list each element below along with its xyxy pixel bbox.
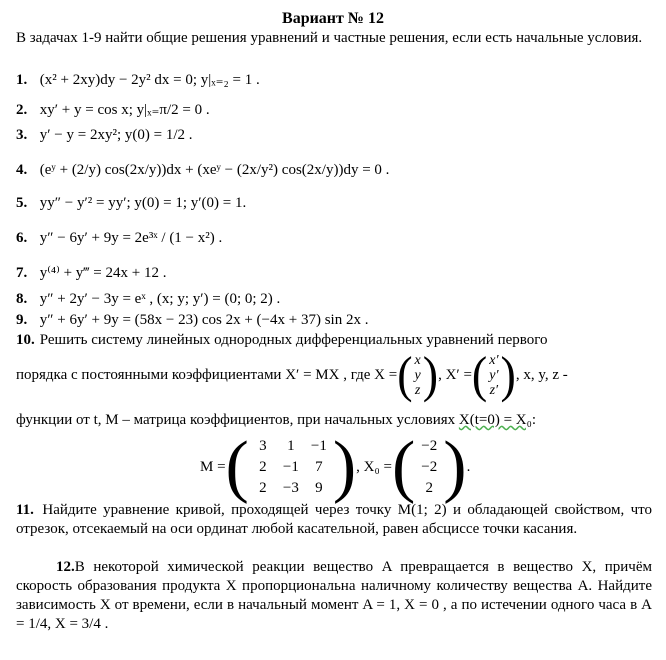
intro-text: В задачах 1-9 найти общие решения уравнений и частные решения, если есть начальные условия. — [16, 30, 643, 46]
right-paren: ) — [443, 428, 467, 505]
vector-entry: y′ — [489, 367, 499, 383]
task-number: 12. — [56, 559, 75, 575]
vector-x0-label: , X₀ = — [356, 458, 392, 475]
vector-x-entries — [413, 353, 423, 398]
matrix-row-end: . — [466, 458, 471, 475]
vector-x0-entries — [415, 436, 443, 499]
problem-1 — [16, 70, 260, 89]
problem-5 — [16, 195, 246, 212]
right-paren: ) — [500, 346, 516, 403]
problem-4 — [16, 162, 389, 179]
problem-number: 7. — [16, 265, 28, 281]
problem-equation: y″ − 6y′ + 9y = 2e³ˣ / (1 − x²) . — [39, 230, 223, 246]
matrix-entry: 3 — [259, 437, 267, 454]
problem-7 — [16, 263, 166, 282]
vector-x-prime-entries — [487, 353, 500, 398]
left-paren: ( — [225, 428, 249, 505]
matrix-entry: 7 — [315, 458, 323, 475]
vector-entry: 2 — [425, 479, 434, 496]
task-11 — [16, 501, 652, 539]
right-paren: ) — [332, 428, 357, 505]
problem-equation: y′ − y = 2xy²; y(0) = 1/2 . — [39, 127, 193, 143]
vector-x — [397, 346, 439, 403]
problem-equation: (eʸ + (2/y) cos(2x/y))dx + (xeʸ − (2x/y²) cos(2x/y))dy = 0 . — [39, 162, 390, 178]
task-10-text-b: порядка с постоянными коэффициентами X′ = MX , где X = — [16, 366, 398, 383]
vector-entry: −2 — [421, 437, 438, 454]
problem-number: 3. — [16, 127, 28, 143]
matrix-entry: 9 — [315, 479, 323, 496]
page-title: Вариант № 12 — [282, 10, 384, 27]
matrix-entry: 2 — [259, 479, 267, 496]
matrix-entry: 2 — [259, 458, 267, 475]
task-number: 11. — [16, 502, 34, 518]
task-12 — [16, 558, 652, 634]
problem-9 — [16, 312, 368, 329]
problem-equation: xy′ + y = cos x; y|ₓ₌π/2 = 0 . — [39, 102, 210, 118]
matrix-m-entries — [249, 436, 333, 499]
vector-x-prime — [471, 346, 516, 403]
vector-entry: x — [414, 352, 421, 368]
problem-equation: yy″ − y′² = yy′; y(0) = 1; y′(0) = 1. — [39, 195, 247, 211]
matrix-entry: −1 — [282, 458, 299, 475]
task-10-line-3 — [16, 412, 536, 429]
matrix-m-label: M = — [200, 458, 226, 475]
task-10-text: Решить систему линейных однородных дифференциальных уравнений первого — [39, 332, 548, 348]
problem-number: 5. — [16, 195, 28, 211]
problem-equation: y″ + 2y′ − 3y = eˣ , (x; y; y′) = (0; 0; 2) . — [39, 291, 281, 307]
problem-equation: y⁽⁴⁾ + y‴ = 24x + 12 . — [39, 265, 167, 281]
left-paren: ( — [471, 346, 488, 403]
problem-number: 8. — [16, 291, 28, 307]
problem-number: 4. — [16, 162, 28, 178]
matrix-entry: −3 — [282, 479, 299, 496]
problem-number: 1. — [16, 72, 28, 88]
matrix-row — [200, 428, 471, 505]
left-paren: ( — [397, 346, 413, 403]
problem-equation: y″ + 6y′ + 9y = (58x − 23) cos 2x + (−4x + 37) sin 2x . — [39, 312, 369, 328]
problem-6 — [16, 230, 222, 247]
matrix-entry: 1 — [287, 437, 295, 454]
problem-3 — [16, 127, 192, 144]
vector-entry: y — [414, 367, 421, 383]
problem-number: 9. — [16, 312, 28, 328]
task-10-line-2 — [16, 346, 568, 403]
task-10-text-c: , X′ = — [438, 366, 472, 383]
vector-entry: −2 — [421, 458, 438, 475]
task-10-text-e: функции от t, M – матрица коэффициентов, при начальных условиях — [16, 412, 456, 428]
initial-condition: X(t=0) = X₀ — [458, 412, 532, 428]
vector-entry: x′ — [489, 352, 499, 368]
left-paren: ( — [391, 428, 416, 505]
vector-x0 — [391, 428, 467, 505]
matrix-entry: −1 — [310, 437, 327, 454]
vector-entry: z — [414, 382, 421, 398]
task-12-text: В некоторой химической реакции вещество A превращается в вещество X, причём скорость образования продукта X пропорциональна наличному количеству вещества A. Найдите зависимость X от времени, если в начальный момент A = 1, X = 0 , а по истечении одного часа в A = 1/4, X = 3/4 . — [16, 559, 652, 632]
task-11-text: Найдите уравнение кривой, проходящей через точку M(1; 2) и обладающей свойством, что отрезок, отсекаемый на оси ординат любой касательной, равен абсциссе точки касания. — [16, 502, 653, 537]
problem-8 — [16, 291, 280, 308]
task-10-text-d: , x, y, z - — [515, 366, 568, 383]
problem-number: 6. — [16, 230, 28, 246]
matrix-m — [225, 428, 357, 505]
task-10-line-1 — [16, 332, 548, 349]
problem-number: 2. — [16, 102, 28, 118]
problem-2 — [16, 100, 210, 119]
problem-equation: (x² + 2xy)dy − 2y² dx = 0; y|ₓ₌₂ = 1 . — [39, 72, 260, 88]
vector-entry: z′ — [489, 382, 499, 398]
right-paren: ) — [422, 346, 439, 403]
condition-colon: : — [531, 412, 537, 428]
task-number: 10. — [16, 332, 35, 348]
